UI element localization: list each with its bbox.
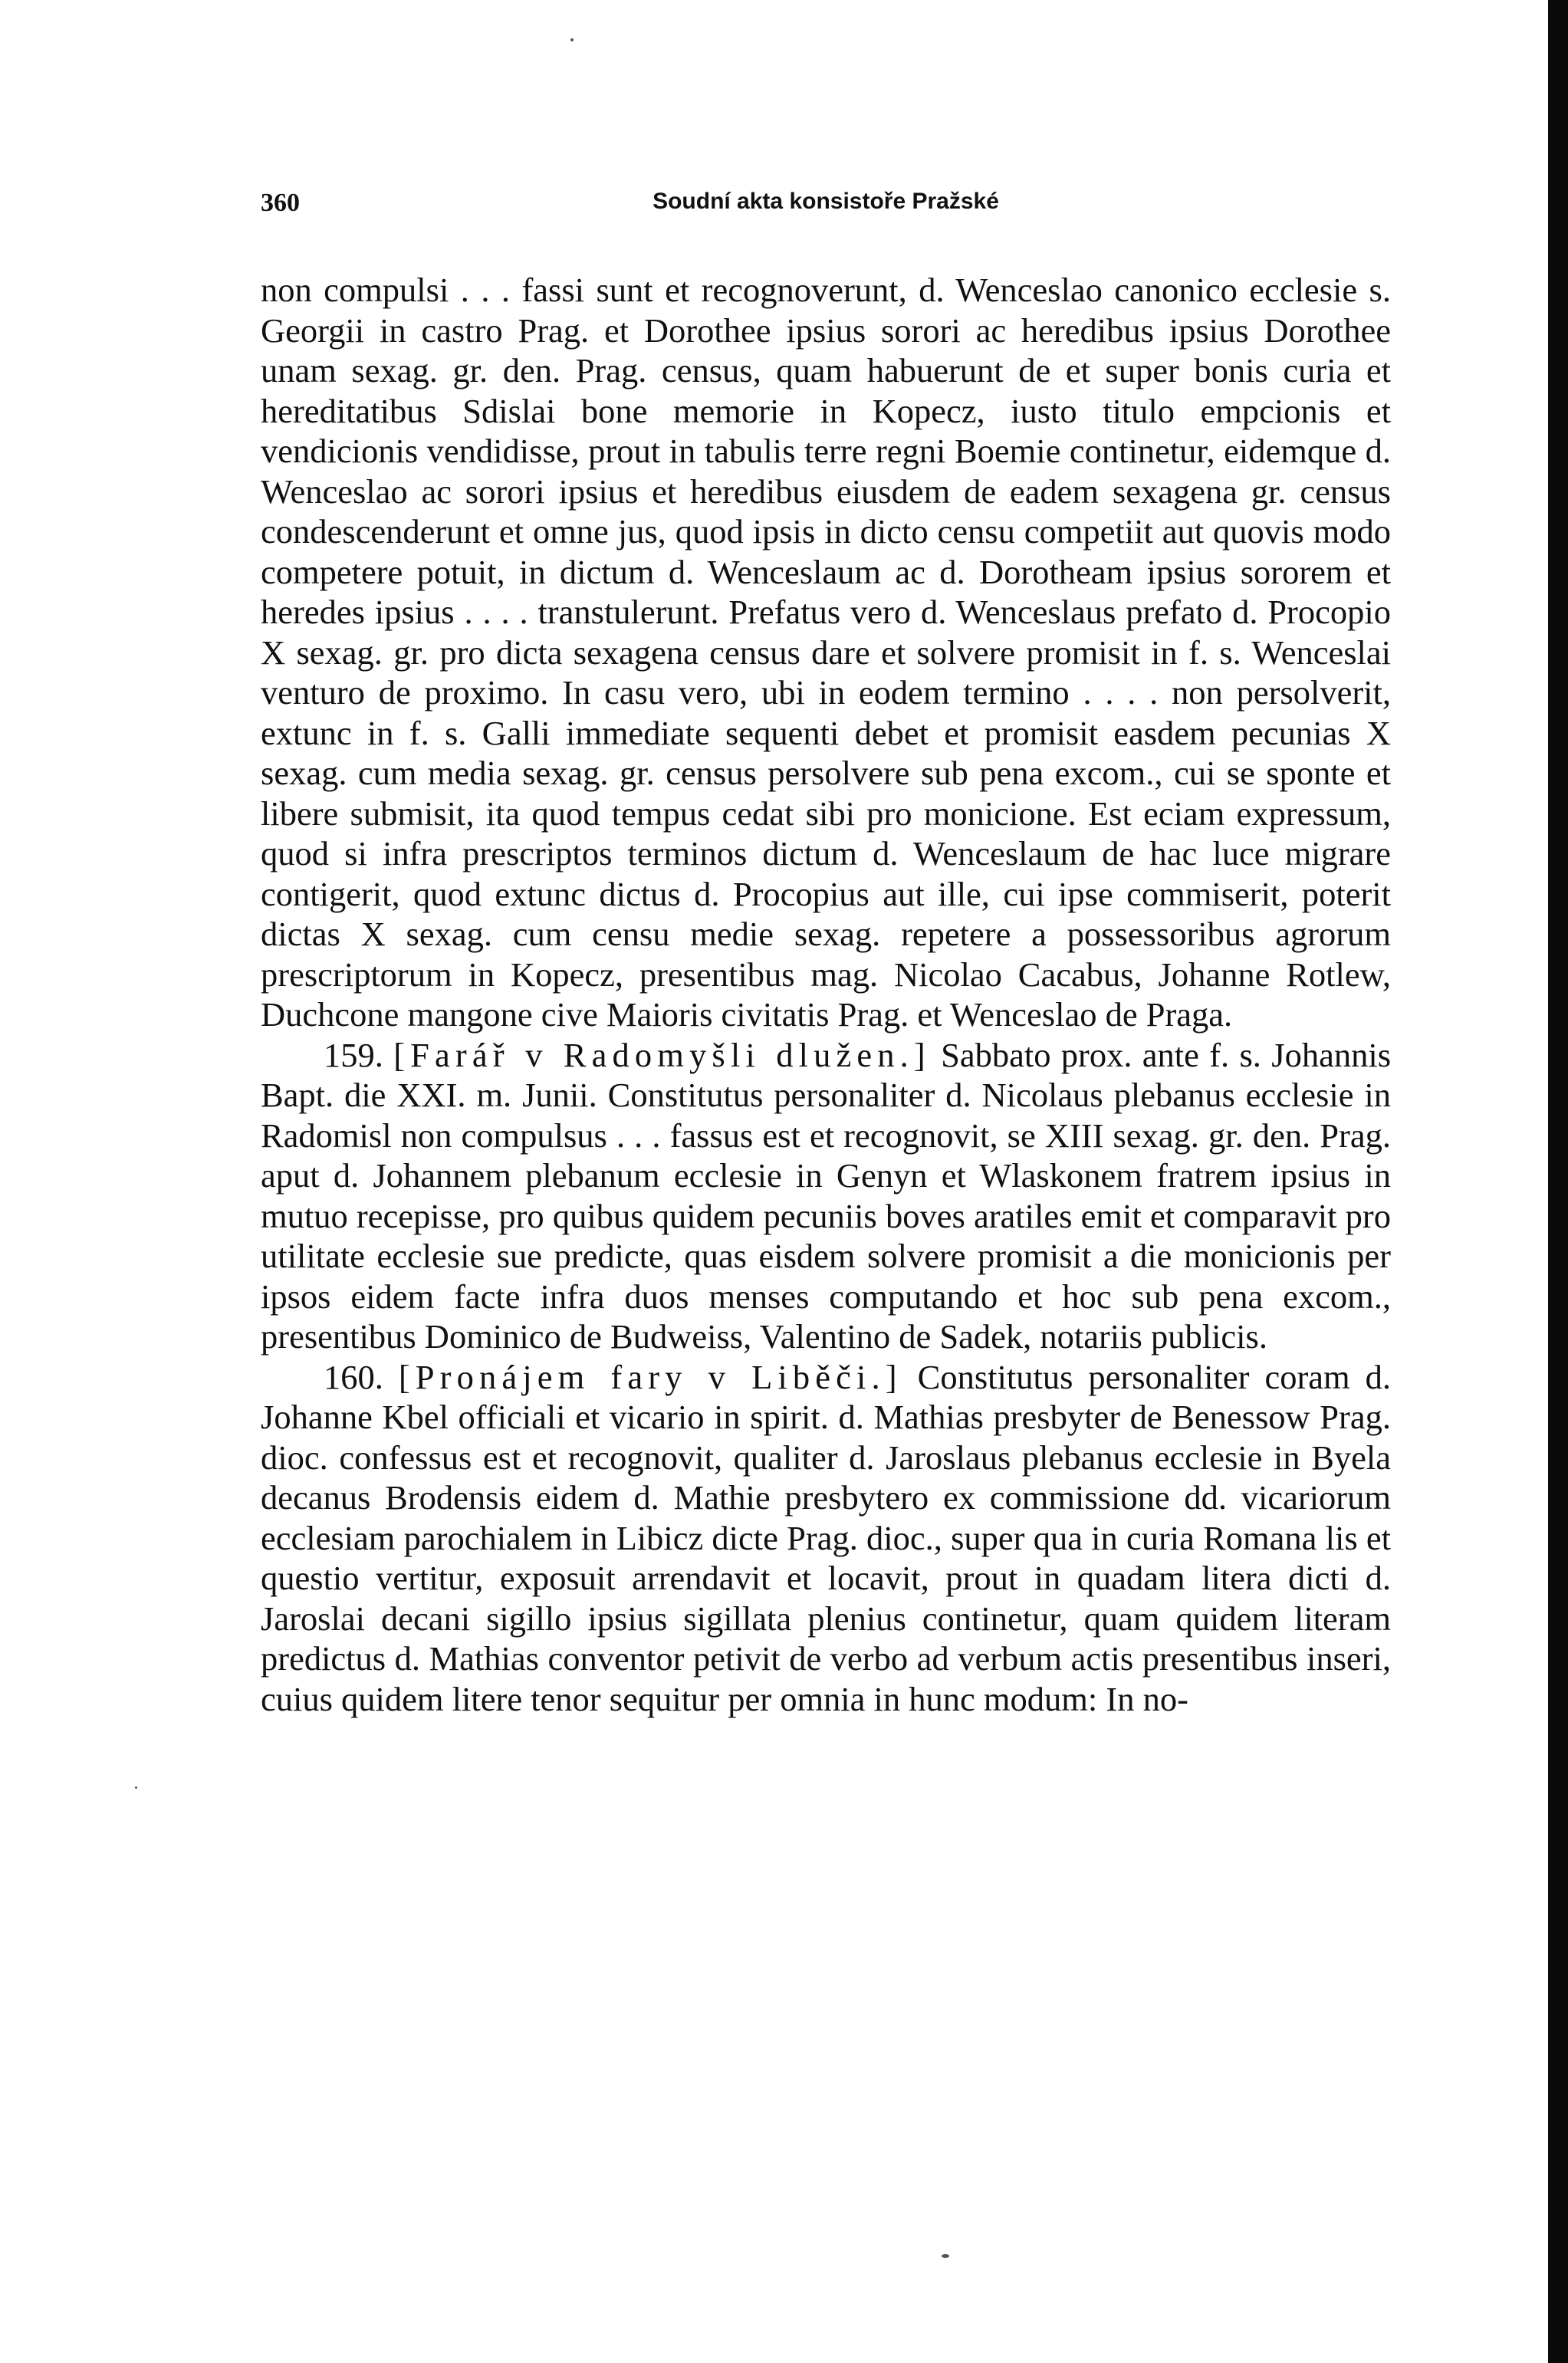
page-number: 360 [261,189,300,217]
scan-speck [570,38,574,41]
body-text [261,270,1391,1719]
entry-text: Sabbato prox. ante f. s. Johannis Bapt. die XXI. m. Junii. Constitutus personaliter d. Nicolaus plebanus ecclesie in Radomisl non compulsus . . . fassus est et recognovit, se XIII sexag. gr. den. Prag. aput d. Johannem plebanum ecclesie in Genyn et Wlaskonem fratrem ipsius in mutuo recepisse, pro quibus quidem pecuniis boves aratiles emit et comparavit pro utilitate ecclesie sue predicte, quas eisdem solvere promisit a die monicionis per ipsos eidem facte infra duos menses computando et hoc sub pena excom., presentibus Dominico de Budweiss, Valentino de Sadek, notariis publicis. [261,1035,1392,1356]
entry-number: 159. [324,1035,383,1074]
entry-text: Constitutus personaliter coram d. Johanne Kbel officiali et vicario in spirit. d. Mathias presbyter de Benessow Prag. dioc. confessus est et recognovit, qualiter d. Jaroslaus plebanus ecclesie in Byela decanus Brodensis eidem d. Mathie presbytero ex commissione dd. vicariorum ecclesiam parochialem in Libicz dicte Prag. dioc., super qua in curia Romana lis et questio vertitur, exposuit arrendavit et locavit, prout in quadam litera dicti d. Jaroslai decani sigillo ipsius sigillata plenius continetur, quam quidem literam predictus d. Mathias conventor petivit de verbo ad verbum actis presentibus inseri, cuius quidem litere tenor sequitur per omnia in hunc modum: In no- [261,1357,1391,1718]
scan-speck [942,2254,949,2258]
entry-160 [261,1357,1391,1720]
entry-heading: [Farář v Radomyšli dlužen.] [393,1035,931,1074]
running-title: Soudní akta konsistoře Pražské [653,189,999,214]
entry-heading: [Pronájem fary v Liběči.] [398,1357,902,1396]
scan-speck [135,1786,137,1789]
running-head [261,189,1391,224]
scan-page-edge [1548,0,1568,2363]
entry-159 [261,1035,1391,1357]
entry-number: 160. [324,1357,383,1396]
continuation-paragraph: non compulsi . . . fassi sunt et recognoverunt, d. Wenceslao canonico ecclesie s. Georgii in castro Prag. et Dorothee ipsius sorori ac heredibus ipsius Dorothee unam sexag. gr. den. Prag. census, quam habuerunt de et super bonis curia et hereditatibus Sdislai bone memorie in Kopecz, iusto titulo empcionis et vendicionis vendidisse, prout in tabulis terre regni Boemie continetur, eidemque d. Wenceslao ac sorori ipsius et heredibus eiusdem de eadem sexagena gr. census condescenderunt et omne jus, quod ipsis in dicto censu competiit aut quovis modo competere potuit, in dictum d. Wenceslaum ac d. Dorotheam ipsius sororem et heredes ipsius . . . . transtulerunt. Prefatus vero d. Wenceslaus prefato d. Procopio X sexag. gr. pro dicta sexagena census dare et solvere promisit in f. s. Wenceslai venturo de proximo. In casu vero, ubi in eodem termino . . . . non persolverit, extunc in f. s. Galli immediate sequenti debet et promisit easdem pecunias X sexag. cum media sexag. gr. census persolvere sub pena excom., cui se sponte et libere submisit, ita quod tempus cedat sibi pro monicione. Est eciam expressum, quod si infra prescriptos terminos dictum d. Wenceslaum de hac luce migrare contigerit, quod extunc dictus d. Procopius aut ille, cui ipse commiserit, poterit dictas X sexag. cum censu medie sexag. repetere a possessoribus agrorum prescriptorum in Kopecz, presentibus mag. Nicolao Cacabus, Johanne Rotlew, Duchcone mangone cive Maioris civitatis Prag. et Wenceslao de Praga. [261,271,1391,1034]
